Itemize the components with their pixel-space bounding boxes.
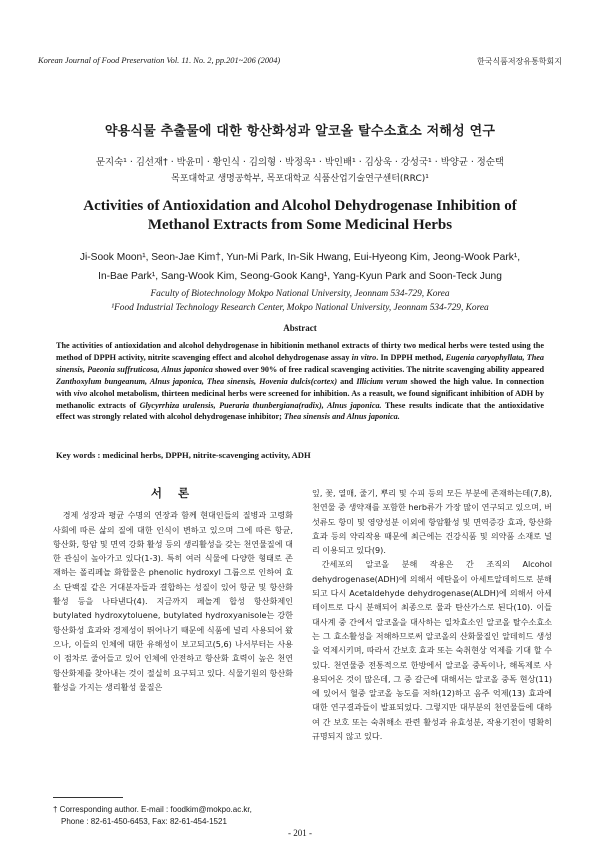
- affiliation-line-2: ¹Food Industrial Technology Research Center, Mokpo National University, Jeonnam 534-729, Korea: [111, 303, 489, 313]
- abstract-text-5: showed the high value. In connection with: [56, 376, 545, 398]
- abstract-text-7: These results indicate that the antioxidative effect was strongly related with alcohol dehydrogenase inhibitor;: [56, 400, 544, 422]
- left-column: [53, 486, 293, 694]
- english-title: Activities of Antioxidation and Alcohol Dehydrogenase Inhibition of Methanol Extracts from Some Medicinal Herbs: [83, 198, 517, 233]
- abstract-text-3: showed over 90% of free radical scavenging activities. The nitrite scavenging ability appeared: [212, 364, 544, 374]
- corresponding-author-footnote: [53, 804, 313, 828]
- abstract-body: [56, 340, 544, 423]
- keywords: Key words : medicinal herbs, DPPH, nitrite-scavenging activity, ADH: [56, 450, 311, 460]
- right-column: [312, 486, 552, 743]
- abstract-italic-3: Zanthoxylum bungeanum, Alnus japonica, Thea sinensis, Hovenia dulcis(cortex): [56, 376, 338, 386]
- abstract-text-6: alcohol metabolism, thirteen medicinal herbs were screened for inhibition. As a reasult, we found significant inhibition of ADH by methanolic extracts of: [56, 388, 544, 410]
- footnote-line-2: Phone : 82-61-450-6453, Fax: 82-61-454-1521: [61, 817, 227, 826]
- english-authors: [30, 248, 570, 286]
- korean-title: 약용식물 추출물에 대한 항산화성과 알코올 탈수소효소 저해성 연구: [104, 124, 496, 139]
- authors-line-1: Ji-Sook Moon¹, Seon-Jae Kim†, Yun-Mi Park, In-Sik Hwang, Eui-Hyeong Kim, Jeong-Wook Park¹,: [79, 252, 521, 263]
- english-affiliation: [30, 287, 570, 315]
- korean-authors: 문지숙¹ · 김선재† · 박윤미 · 황인식 · 김의형 · 박정욱¹ · 박인배¹ · 김상욱 · 강성국¹ · 박양균 · 정순택: [96, 157, 504, 168]
- journal-citation: Korean Journal of Food Preservation Vol. 11. No. 2, pp.201~206 (2004): [38, 56, 281, 65]
- footnote-line-1: † Corresponding author. E-mail : foodkim@mokpo.ac.kr,: [53, 805, 252, 814]
- abstract-text-1: The activities of antioxidation and alcohol dehydrogenase in hibitionin methanol extracts of thirty two medical herbs were tested using the method of DPPH activity, nitrite scavenging effect and alcohol dehydrogenase assay: [56, 341, 544, 362]
- abstract-text-4: and: [337, 376, 357, 386]
- abstract-italic-1: in vitro: [351, 352, 377, 362]
- intro-paragraph-1: 경제 성장과 평균 수명의 연장과 함께 현대인들의 질병과 고령화 사회에 따른 삶의 질에 대한 인식이 변하고 있으며 그에 따른 항균, 항산화, 항암 및 면역 강화 활성 등의 생리활성을 갖는 천연물질에 대한 관심이 높아가고 있다(1-3). 특히 여러 식물에 다양한 형태로 존재하는 폴리페놀 화합물은 phenolic hydroxyl 그룹으로 인하여 효소 단백질 같은 거대분자들과 결합하는 성질이 있어 항균 및 항산화 활성 등을 나타낸다(4). 지금까지 페놀계 합성 항산화제인 butylated hydroxytoluene, butylated hydroxyanisole는 강한 항산화성 효과와 경제성이 뛰어나기 때문에 식품에 널리 사용되어 왔으나, 이들의 인체에 대한 유해성이 보고되고(5,6) 나서부터는 사용이 점차로 줄어들고 있어 인체에 안전하고 항산화 효력이 높은 천연 항산화제를 찾아내는 것이 절실히 요구되고 있다. 식물기원의 항산화 활성을 가지는 생리활성 물질은: [53, 510, 293, 692]
- abstract-text-2: . In DPPH method,: [376, 352, 446, 362]
- affiliation-line-1: Faculty of Biotechnology Mokpo National University, Jeonnam 534-729, Korea: [150, 289, 450, 299]
- abstract-italic-6: Glycyrrhiza uralensis, Pueraria thunbergiana(radix), Alnus japonica.: [139, 400, 382, 410]
- abstract-italic-4: Illicium verum: [356, 376, 408, 386]
- abstract-heading: Abstract: [283, 323, 317, 333]
- abstract-italic-5: vivo: [73, 388, 88, 398]
- running-header: [38, 56, 562, 70]
- section-title-introduction: 서 론: [150, 486, 196, 500]
- intro-paragraph-3: 간세포의 알코올 분해 작용은 간 조직의 Alcohol dehydrogenase(ADH)에 의해서 에탄올이 아세트알데히드로 분해되고 다시 Acetaldehyde dehydrogenase(ALDH)에 의해서 아세테이트로 다시 분해되어 최종으로 물과 탄산가스로 된다(10). 이들 대사계 중 간에서 알코올을 대사하는 일차효소인 알코올 탈수소효소는 그 효소활성을 저해하므로써 알코올의 산화물질인 알데히드 생성을 억제시키며, 따라서 간보호 효과 또는 숙취현상 억제를 기대 할 수 있다. 천연물중 전통적으로 한방에서 알코올 중독이나, 해독제로 사용되어온 것이 많은데, 그 중 갈근에 대해서는 알코올 중독 현상(11)에 있어서 혈중 알코올 농도를 저하(12)하고 음주 억제(13) 효과에 대한 연구결과들이 발표되었다. 그렇지만 대부분의 천연물들에 대하여 간 보호 또는 숙취해소 관련 활성과 유효성분, 작용기전이 명확히 규명되지 않고 있다.: [312, 559, 552, 742]
- footnote-divider: [53, 797, 123, 798]
- society-name: 한국식품저장유통학회지: [476, 57, 562, 66]
- korean-affiliation: 목포대학교 생명공학부, 목포대학교 식품산업기술연구센터(RRC)¹: [171, 174, 429, 184]
- intro-paragraph-2: 잎, 꽃, 열매, 줄기, 뿌리 및 수피 등의 모든 부분에 존재하는데(7,8), 천연물 중 생약재를 포함한 herb류가 가장 많이 연구되고 있으며, 버섯류도 항미 및 영양성분 이외에 항암활성 및 면역증강 효과, 항산화효과 등의 약리작용 때문에 최근에는 건강식품 및 의약품 소재로 널리 이용되고 있다(9).: [312, 488, 552, 556]
- abstract-italic-2: Eugenia caryophyllata, Thea sinensis, Paeonia suffruticosa, Alnus japonica: [56, 352, 545, 374]
- abstract-italic-7: Thea sinensis and Alnus japonica.: [283, 412, 400, 422]
- authors-line-2: In-Bae Park¹, Sang-Wook Kim, Seong-Gook Kang¹, Yang-Kyun Park and Soon-Teck Jung: [98, 271, 502, 282]
- page-number: - 201 -: [288, 828, 312, 838]
